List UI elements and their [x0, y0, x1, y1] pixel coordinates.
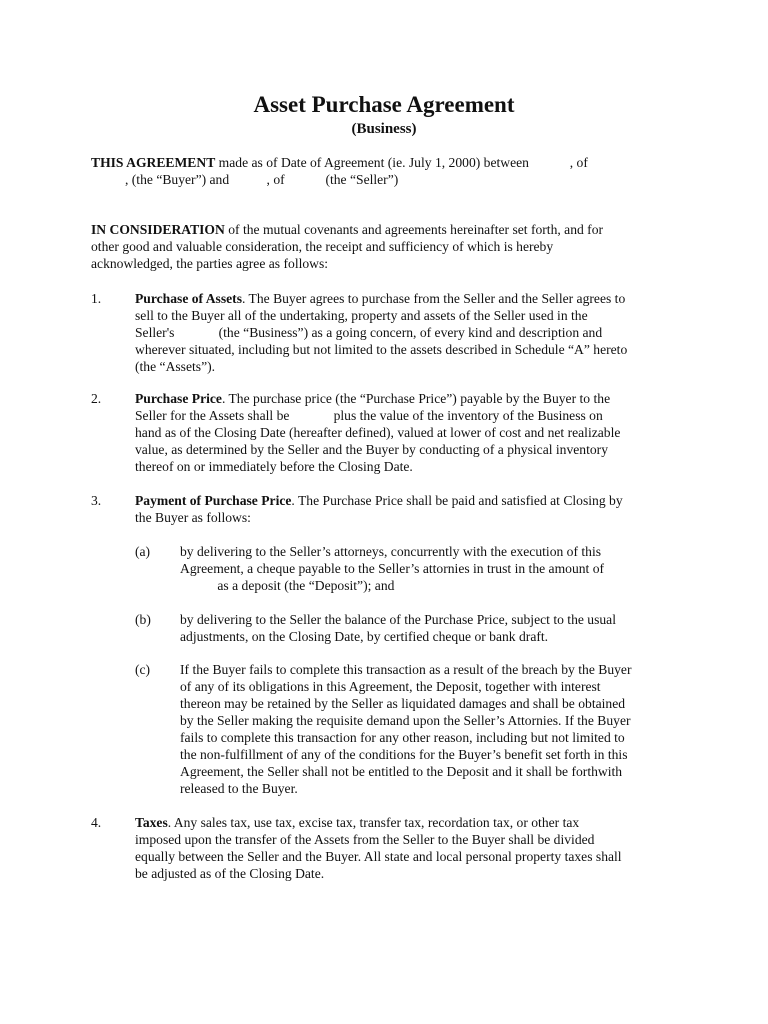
section-taxes — [135, 814, 695, 882]
intro-text: made as of Date of Agreement (ie. July 1, 2000) between , of — [215, 155, 588, 170]
consideration-paragraph — [91, 221, 691, 272]
section-number: 2. — [91, 391, 102, 406]
subsection-text: the non-fulfillment of any of the conditions for the Buyer’s benefit set forth in this — [180, 747, 628, 762]
section-heading: Payment of Purchase Price — [135, 493, 292, 508]
section-text: wherever situated, including but not limited to the assets described in Schedule “A” hereto — [135, 342, 628, 357]
document-subtitle: (Business) — [351, 121, 417, 137]
section-text: value, as determined by the Seller and the Buyer by conducting of a physical inventory — [135, 442, 609, 457]
subsection-text: thereon may be retained by the Seller as liquidated damages and shall be obtained — [180, 696, 626, 711]
subsection-text: of any of its obligations in this Agreement, the Deposit, together with interest — [180, 679, 601, 694]
section-heading: Purchase of Assets — [135, 291, 242, 306]
consideration-text: other good and valuable consideration, the receipt and sufficiency of which is hereby — [91, 239, 554, 254]
subsection-text: by the Seller making the requisite demand upon the Seller’s Attornies. If the Buyer — [180, 713, 631, 728]
consideration-text: acknowledged, the parties agree as follows: — [91, 256, 329, 271]
subsection-label: (c) — [135, 662, 151, 677]
consideration-lead: IN CONSIDERATION — [91, 222, 225, 237]
section-text: equally between the Seller and the Buyer. All state and local personal property taxes shall — [135, 849, 622, 864]
subsection-text: by delivering to the Seller the balance of the Purchase Price, subject to the usual — [180, 612, 616, 627]
section-purchase-of-assets — [135, 290, 695, 375]
subsection-c — [180, 661, 700, 797]
subsection-text: by delivering to the Seller’s attorneys, concurrently with the execution of this — [180, 544, 602, 559]
subsection-a — [180, 543, 700, 594]
document-title: Asset Purchase Agreement — [253, 92, 515, 117]
subsection-text: Agreement, a cheque payable to the Seller’s attornies in trust in the amount of — [180, 561, 605, 576]
section-purchase-price — [135, 390, 695, 475]
section-number: 4. — [91, 815, 102, 830]
intro-paragraph — [91, 154, 691, 188]
section-heading: Purchase Price — [135, 391, 222, 406]
section-text: thereof on or immediately before the Closing Date. — [135, 459, 413, 474]
section-text: imposed upon the transfer of the Assets from the Seller to the Buyer shall be divided — [135, 832, 595, 847]
consideration-text: of the mutual covenants and agreements hereinafter set forth, and for — [224, 222, 604, 237]
subsection-text: as a deposit (the “Deposit”); and — [180, 578, 395, 593]
section-text: . Any sales tax, use tax, excise tax, transfer tax, recordation tax, or other tax — [167, 815, 580, 830]
subsection-text: Agreement, the Seller shall not be entitled to the Deposit and it shall be forthwith — [180, 764, 623, 779]
section-text: (the “Assets”). — [135, 359, 216, 374]
section-text: Seller's (the “Business”) as a going concern, of every kind and description and — [135, 325, 603, 340]
section-payment-of-purchase-price — [135, 492, 695, 526]
subsection-label: (a) — [135, 544, 151, 559]
section-text: . The purchase price (the “Purchase Price”) payable by the Buyer to the — [221, 391, 611, 406]
intro-lead: THIS AGREEMENT — [91, 155, 216, 170]
section-text: . The Buyer agrees to purchase from the Seller and the Seller agrees to — [241, 291, 626, 306]
subsection-text: fails to complete this transaction for any other reason, including but not limited to — [180, 730, 625, 745]
subsection-label: (b) — [135, 612, 151, 627]
subsection-text: If the Buyer fails to complete this transaction as a result of the breach by the Buyer — [180, 662, 632, 677]
section-text: be adjusted as of the Closing Date. — [135, 866, 325, 881]
section-heading: Taxes — [135, 815, 168, 830]
subsection-text: adjustments, on the Closing Date, by certified cheque or bank draft. — [180, 629, 549, 644]
section-number: 1. — [91, 291, 102, 306]
section-text: hand as of the Closing Date (hereafter defined), valued at lower of cost and net realizable — [135, 425, 621, 440]
subsection-text: released to the Buyer. — [180, 781, 298, 796]
section-number: 3. — [91, 493, 102, 508]
section-text: Seller for the Assets shall be plus the value of the inventory of the Business on — [135, 408, 603, 423]
section-text: the Buyer as follows: — [135, 510, 251, 525]
section-text: . The Purchase Price shall be paid and satisfied at Closing by — [291, 493, 623, 508]
intro-text: , (the “Buyer”) and , of (the “Seller”) — [91, 172, 399, 187]
section-text: sell to the Buyer all of the undertaking, property and assets of the Seller used in the — [135, 308, 588, 323]
subsection-b — [180, 611, 700, 645]
